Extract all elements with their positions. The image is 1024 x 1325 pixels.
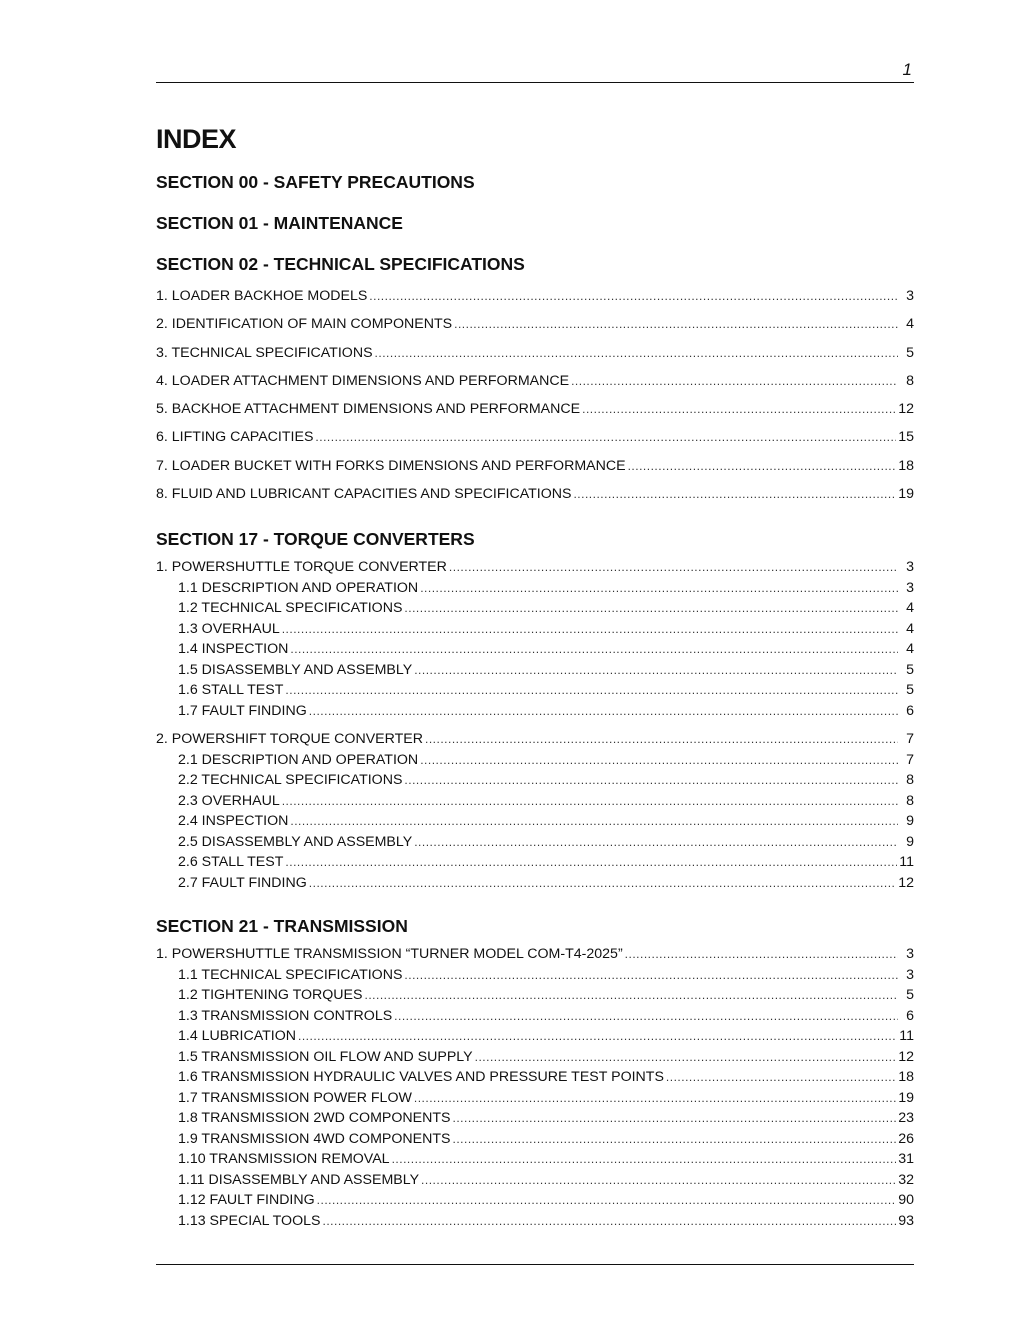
toc-entry[interactable] xyxy=(156,395,914,423)
toc-subentry-page: 4 xyxy=(906,600,914,617)
toc-subentry-label: 1.5 DISASSEMBLY AND ASSEMBLY xyxy=(178,661,413,678)
toc-subentry-label: 1.9 TRANSMISSION 4WD COMPONENTS xyxy=(178,1130,451,1147)
toc-entry[interactable] xyxy=(156,310,914,338)
toc-subentry-label: 1.6 STALL TEST xyxy=(178,682,284,699)
toc-entry[interactable] xyxy=(156,729,914,750)
index-content xyxy=(156,120,914,1231)
toc-subentry-label: 1.2 TIGHTENING TORQUES xyxy=(178,987,363,1004)
index-title: INDEX xyxy=(156,124,237,154)
toc-entry-page: 5 xyxy=(906,344,914,361)
toc-entry-label: 4. LOADER ATTACHMENT DIMENSIONS AND PERFORMANCE xyxy=(156,372,570,389)
page-header xyxy=(156,60,914,83)
toc-subentry-page: 6 xyxy=(906,702,914,719)
toc-subentry-label: 1.6 TRANSMISSION HYDRAULIC VALVES AND PRESSURE TEST POINTS xyxy=(178,1069,664,1086)
toc-subentry[interactable] xyxy=(156,598,914,619)
toc-subentry-label: 2.1 DESCRIPTION AND OPERATION xyxy=(178,751,419,768)
toc-entry[interactable] xyxy=(156,423,914,451)
toc-entry[interactable] xyxy=(156,452,914,480)
toc-subentry[interactable] xyxy=(156,1149,914,1170)
toc-subentry[interactable] xyxy=(156,985,914,1006)
toc-subentry-label: 1.12 FAULT FINDING xyxy=(178,1192,315,1209)
toc-subentry-page: 19 xyxy=(898,1089,914,1106)
toc-entry-label: 6. LIFTING CAPACITIES xyxy=(156,429,314,446)
toc-subentry[interactable] xyxy=(156,1006,914,1027)
toc-subentry[interactable] xyxy=(156,1170,914,1191)
toc-subentry-label: 2.3 OVERHAUL xyxy=(178,792,280,809)
toc-entry[interactable] xyxy=(156,557,914,578)
toc-subentry-label: 2.2 TECHNICAL SPECIFICATIONS xyxy=(178,772,403,789)
toc-subentry[interactable] xyxy=(156,680,914,701)
section-title: SECTION 02 - TECHNICAL SPECIFICATIONS xyxy=(156,254,525,274)
toc-subentry-label: 1.10 TRANSMISSION REMOVAL xyxy=(178,1151,390,1168)
toc-subentry[interactable] xyxy=(156,1047,914,1068)
toc-subentry-page: 9 xyxy=(906,813,914,830)
toc-subentry-label: 1.3 TRANSMISSION CONTROLS xyxy=(178,1007,393,1024)
toc-subentry[interactable] xyxy=(156,965,914,986)
toc-subentry-page: 8 xyxy=(906,772,914,789)
toc-subentry[interactable] xyxy=(156,811,914,832)
toc-entry-page: 3 xyxy=(906,559,914,576)
toc-subentry-page: 7 xyxy=(906,751,914,768)
toc-subentry-label: 2.7 FAULT FINDING xyxy=(178,874,307,891)
toc-subentry-label: 1.1 TECHNICAL SPECIFICATIONS xyxy=(178,966,403,983)
section-title: SECTION 17 - TORQUE CONVERTERS xyxy=(156,529,475,550)
toc-subentry-page: 5 xyxy=(906,682,914,699)
toc-subentry-label: 1.3 OVERHAUL xyxy=(178,620,280,637)
toc-subentry[interactable] xyxy=(156,1067,914,1088)
toc-subentry-label: 2.5 DISASSEMBLY AND ASSEMBLY xyxy=(178,833,413,850)
section-title: SECTION 01 - MAINTENANCE xyxy=(156,213,403,233)
toc-subentry-page: 9 xyxy=(906,833,914,850)
toc-entry-page: 18 xyxy=(898,457,914,474)
toc-subentry-label: 1.5 TRANSMISSION OIL FLOW AND SUPPLY xyxy=(178,1048,473,1065)
toc-subentry-page: 23 xyxy=(898,1110,914,1127)
toc-entry-page: 12 xyxy=(898,401,914,418)
toc-subentry[interactable] xyxy=(156,1211,914,1232)
toc-subentry[interactable] xyxy=(156,578,914,599)
toc-entry-page: 3 xyxy=(906,288,914,304)
toc-subentry-label: 1.4 INSPECTION xyxy=(178,641,289,658)
toc-subentry[interactable] xyxy=(156,750,914,771)
toc-subentry-page: 4 xyxy=(906,620,914,637)
toc-subentry-page: 31 xyxy=(898,1151,914,1168)
footer-rule xyxy=(156,1264,914,1265)
toc-subentry[interactable] xyxy=(156,1026,914,1047)
toc-entry[interactable] xyxy=(156,282,914,310)
toc-entry-label: 7. LOADER BUCKET WITH FORKS DIMENSIONS AND PERFORMANCE xyxy=(156,457,626,474)
toc-entry-label: 5. BACKHOE ATTACHMENT DIMENSIONS AND PERFORMANCE xyxy=(156,401,581,418)
toc-entry-page: 19 xyxy=(898,486,914,503)
toc-entry-page: 7 xyxy=(906,731,914,748)
toc-subentry-label: 1.8 TRANSMISSION 2WD COMPONENTS xyxy=(178,1110,451,1127)
page-number: 1 xyxy=(902,60,912,79)
toc-subentry-page: 5 xyxy=(906,661,914,678)
toc-subentry-page: 26 xyxy=(898,1130,914,1147)
toc-subentry-page: 18 xyxy=(898,1069,914,1086)
toc-entry-page: 3 xyxy=(906,946,914,963)
toc-subentry-label: 1.4 LUBRICATION xyxy=(178,1028,296,1045)
toc-subentry[interactable] xyxy=(156,852,914,873)
toc-subentry-page: 11 xyxy=(899,854,914,871)
toc-subentry[interactable] xyxy=(156,1108,914,1129)
toc-subentry-label: 2.4 INSPECTION xyxy=(178,813,289,830)
section-title: SECTION 21 - TRANSMISSION xyxy=(156,916,408,937)
toc-entry[interactable] xyxy=(156,944,914,965)
toc-subentry[interactable] xyxy=(156,660,914,681)
toc-entry-page: 4 xyxy=(906,316,914,333)
toc-entry-page: 8 xyxy=(906,372,914,389)
toc-subentry-label: 1.13 SPECIAL TOOLS xyxy=(178,1212,321,1229)
toc-subentry[interactable] xyxy=(156,619,914,640)
toc-entry-label: 2. IDENTIFICATION OF MAIN COMPONENTS xyxy=(156,316,453,333)
toc-entry-label: 8. FLUID AND LUBRICANT CAPACITIES AND SPECIFICATIONS xyxy=(156,486,572,503)
toc-subentry-page: 5 xyxy=(906,987,914,1004)
toc-entry-label: 1. LOADER BACKHOE MODELS xyxy=(156,288,368,304)
toc-list xyxy=(156,944,914,1231)
toc-subentry-page: 93 xyxy=(898,1212,914,1229)
toc-subentry-page: 12 xyxy=(898,874,914,891)
toc-subentry[interactable] xyxy=(156,873,914,894)
toc-subentry-page: 90 xyxy=(898,1192,914,1209)
toc-subentry[interactable] xyxy=(156,1129,914,1150)
toc-subentry[interactable] xyxy=(156,1190,914,1211)
toc-subentry-label: 1.1 DESCRIPTION AND OPERATION xyxy=(178,579,419,596)
toc-subentry[interactable] xyxy=(156,1088,914,1109)
toc-subentry[interactable] xyxy=(156,832,914,853)
toc-subentry-label: 1.7 FAULT FINDING xyxy=(178,702,307,719)
toc-entry-label: 1. POWERSHUTTLE TRANSMISSION “TURNER MODEL COM-T4-2025” xyxy=(156,946,623,963)
toc-list xyxy=(156,282,914,508)
toc-subentry-page: 32 xyxy=(898,1171,914,1188)
toc-entry-label: 2. POWERSHIFT TORQUE CONVERTER xyxy=(156,731,423,748)
toc-subentry[interactable] xyxy=(156,791,914,812)
toc-entry[interactable] xyxy=(156,480,914,508)
toc-entry[interactable] xyxy=(156,339,914,367)
toc-entry-label: 3. TECHNICAL SPECIFICATIONS xyxy=(156,344,373,361)
toc-entry-page: 15 xyxy=(898,429,914,446)
toc-subentry[interactable] xyxy=(156,639,914,660)
toc-subentry-page: 11 xyxy=(899,1028,914,1045)
toc-entry[interactable] xyxy=(156,367,914,395)
toc-subentry[interactable] xyxy=(156,701,914,722)
toc-subentry-label: 2.6 STALL TEST xyxy=(178,854,284,871)
toc-subentry-page: 3 xyxy=(906,579,914,596)
toc-subentry-label: 1.7 TRANSMISSION POWER FLOW xyxy=(178,1089,412,1106)
toc-list xyxy=(156,557,914,893)
toc-subentry-page: 8 xyxy=(906,792,914,809)
toc-subentry-page: 3 xyxy=(906,966,914,983)
toc-subentry-page: 4 xyxy=(906,641,914,658)
toc-subentry[interactable] xyxy=(156,770,914,791)
toc-subentry-page: 12 xyxy=(898,1048,914,1065)
toc-subentry-page: 6 xyxy=(906,1007,914,1024)
toc-subentry-label: 1.2 TECHNICAL SPECIFICATIONS xyxy=(178,600,403,617)
section-title: SECTION 00 - SAFETY PRECAUTIONS xyxy=(156,172,475,192)
toc-subentry-label: 1.11 DISASSEMBLY AND ASSEMBLY xyxy=(178,1171,420,1188)
toc-entry-label: 1. POWERSHUTTLE TORQUE CONVERTER xyxy=(156,559,447,576)
